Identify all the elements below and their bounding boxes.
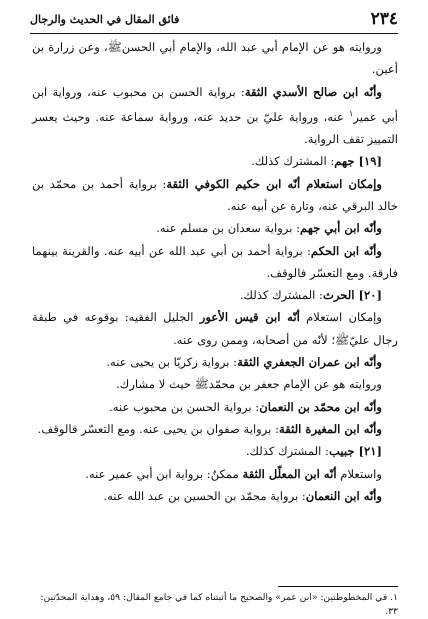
paragraph: وأنّه ابن الحكم: برواية أحمد بن أبي عبد الله عن أبيه عنه. والقرينة بينهما فارقة. ومع التعسّر فالوقف. xyxy=(32,243,398,280)
footnote: ١. في المخطوطتين: «ابن عمر» والصحيح ما أثبتناه كما في جامع المقال: ٥٩، وهداية المحدّثين: ٣٣. xyxy=(40,592,398,617)
footnote-rule xyxy=(278,586,398,587)
paragraph: وروايته هو عن الإمام جعفر بن محمّدﷺ حيث لا مشارك. xyxy=(116,377,382,392)
section-heading: [٢٠] الحرث: المشترك كذلك. xyxy=(239,288,382,303)
main-text xyxy=(32,36,398,507)
running-title: فائق المقال في الحديث والرجال xyxy=(30,12,180,26)
section-heading: [١٩] جهم: المشترك كذلك. xyxy=(251,154,382,169)
section-heading: [٢١] جبيب: المشترك كذلك. xyxy=(245,444,382,459)
page-header xyxy=(30,8,398,30)
paragraph: وإمكان استعلام أنّه ابن قيس الأعور الجليل الفقيه: بوقوعه في طبقة رجال عليّﷺ؛ لأنّه من أصحابه، وممن روى عنه. xyxy=(32,310,398,347)
header-rule xyxy=(30,33,398,34)
paragraph: وأنّه ابن النعمان: برواية محمّد بن الحسين بن عبد الله عنه. xyxy=(103,488,382,503)
page-number: ٢٣٤ xyxy=(370,9,398,29)
paragraph: وروايته هو عن الإمام أبي عبد الله، والإمام أبي الحسنﷺ، وعن زرارة بن أعين. xyxy=(32,40,398,77)
paragraph: وأنّه ابن أبي جهم: برواية سعدان بن مسلم عنه. xyxy=(156,221,382,236)
paragraph: وإمكان استعلام أنّه ابن حكيم الكوفي الثقة: برواية أحمد بن محمّد بن خالد البرقي عنه، وتارة عن أبيه عنه. xyxy=(32,176,398,213)
paragraph: وأنّه ابن صالح الأسدي الثقة: برواية الحسن بن محبوب عنه، ورواية ابن أبي عمير$^١$ عنه، ورواية عليّ بن حديد عنه، ورواية سماعة عنه. وحيث يعسر التمييز تقف الرواية. xyxy=(32,84,399,147)
paragraph: واستعلام أنّه ابن المعلّل الثقة ممكنٌ: برواية ابن أبي عمير عنه. xyxy=(85,466,382,481)
paragraph: وأنّه ابن المغيرة الثقة: برواية صفوان بن يحيى عنه. ومع التعسّر فالوقف. xyxy=(37,421,382,436)
paragraph: وأنّه ابن محمّد بن النعمان: برواية الحسن بن محبوب عنه. xyxy=(109,399,382,414)
footnote-ref: ١ xyxy=(349,108,354,118)
paragraph: وأنّه ابن عمران الجعفري الثقة: برواية زكريّا بن يحيى عنه. xyxy=(106,355,382,370)
